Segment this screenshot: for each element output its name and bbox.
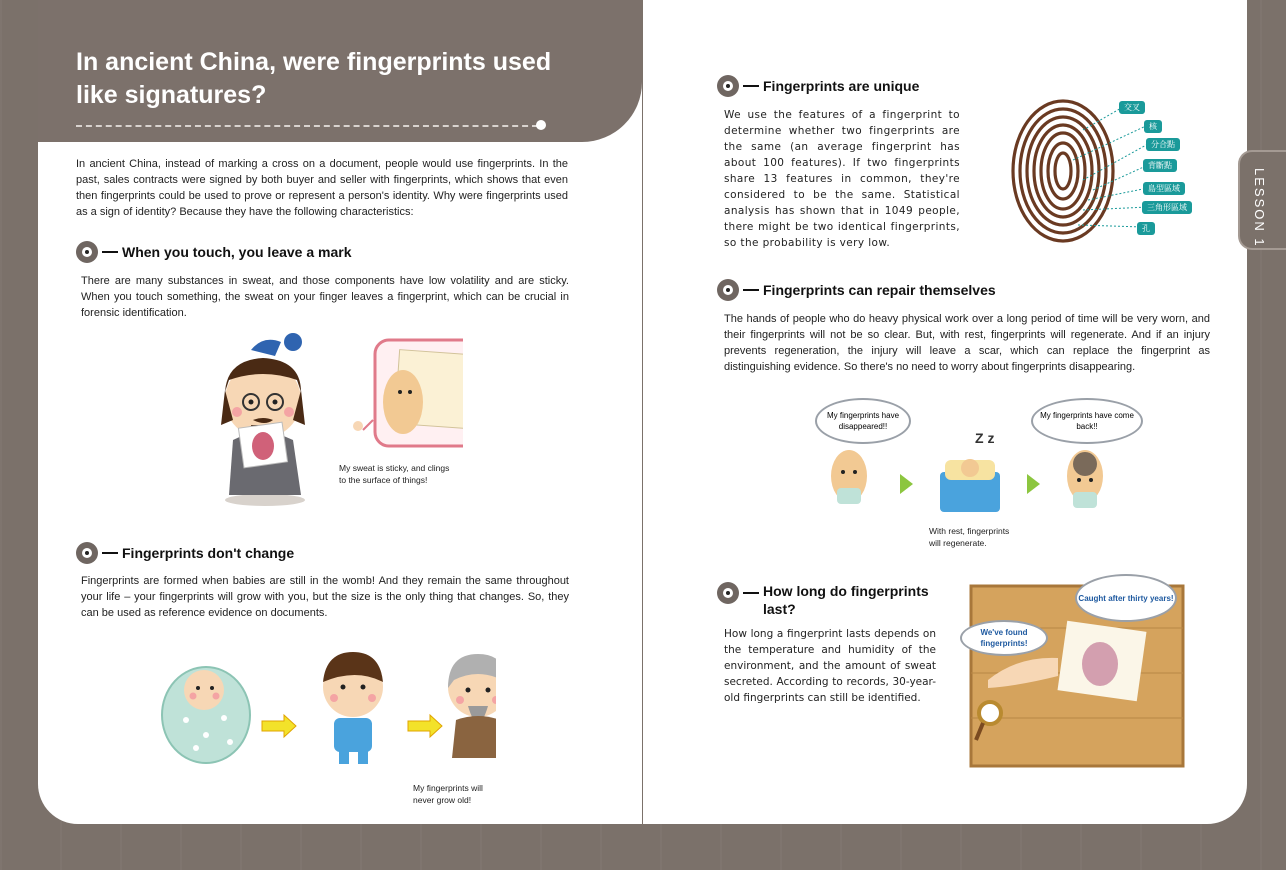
bullet-line xyxy=(743,592,759,594)
zzz-text: Z z xyxy=(975,430,995,446)
bullet-icon xyxy=(76,542,98,564)
section-heading-text: Fingerprints are unique xyxy=(763,78,920,94)
intro-paragraph: In ancient China, instead of marking a cross on a document, people would use fingerprints. In the past, sales contracts were signed by both buyer and seller with fingerprints, which shows that even then fingerprints could be used to prove or represent a person's identity. Why were fingerprints used as a sign of identity? Because they have the following characteristics: xyxy=(76,158,568,218)
bullet-icon xyxy=(76,241,98,263)
fingerprint-tag-pore: 孔 xyxy=(1137,222,1155,235)
bullet-line xyxy=(102,251,118,253)
speech-bubble-found: We've found fingerprints! xyxy=(960,620,1048,656)
repair-illustration xyxy=(823,436,1133,521)
speech-bubble-comeback: My fingerprints have come back!! xyxy=(1031,398,1143,444)
bullet-icon xyxy=(717,279,739,301)
section-heading-change xyxy=(76,542,294,564)
bullet-line xyxy=(743,289,759,291)
section-repair-paragraph: The hands of people who do heavy physical work over a long period of time will be very worn, and their fingerprints will not be so clear. But, with rest, fingerprints will regenerate. And if an injury prevents regeneration, the injury will leave a scar, which can replace the fingerprint as distinguishing evidence. So there's no need to worry about fingerprints disappearing. xyxy=(724,313,1210,373)
fingerprint-tag-delta: 三角形區域 xyxy=(1142,201,1192,214)
section-heading-last xyxy=(717,582,943,618)
fingerprint-tag-core: 核 xyxy=(1144,120,1162,133)
rest-caption: With rest, fingerprints will regenerate. xyxy=(929,526,1010,548)
speech-bubble-caught: Caught after thirty years! xyxy=(1075,574,1177,622)
section-heading-repair xyxy=(717,279,996,301)
speech-bubble-disappeared: My fingerprints have disappeared!! xyxy=(815,398,911,444)
page-title: In ancient China, were fingerprints used like signatures? xyxy=(76,48,552,109)
title-divider xyxy=(76,125,538,127)
fingerprint-tag-cross: 交叉 xyxy=(1119,101,1145,114)
fingerprint-tag-bifurcation: 分合點 xyxy=(1146,138,1180,151)
section-mark-paragraph: There are many substances in sweat, and those components have low volatility and are sticky. When you touch something, the sweat on your finger leaves a fingerprint, which can be crucial in forensic identification. xyxy=(81,275,569,319)
bullet-line xyxy=(102,552,118,554)
fingerprint-tag-ending: 背斷點 xyxy=(1143,159,1177,172)
section-heading-mark xyxy=(76,241,352,263)
never-grow-old-caption: My fingerprints will never grow old! xyxy=(413,783,483,805)
bullet-icon xyxy=(717,75,739,97)
section-heading-text: Fingerprints don't change xyxy=(122,545,295,561)
growth-illustration xyxy=(156,640,496,775)
section-heading-text: Fingerprints can repair themselves xyxy=(763,282,996,298)
section-heading-text: How long do fingerprints last? xyxy=(763,583,929,617)
left-page xyxy=(38,0,642,824)
section-heading-text: When you touch, you leave a mark xyxy=(122,244,352,260)
fingerprint-tag-island: 島型區域 xyxy=(1143,182,1185,195)
bullet-icon xyxy=(717,582,739,604)
section-unique-paragraph: We use the features of a fingerprint to determine whether two fingerprints are the same (an average fingerprint has about 100 features). If two fingerprints share 13 features in common, they're considered to be the same. Statistical analysis has shown that in 1049 people, there might be two identical fingerprints, so the probability is very low. xyxy=(724,109,960,249)
section-heading-unique xyxy=(717,75,919,97)
lesson-tab-label: LESSON 1 xyxy=(1252,168,1267,248)
title-band xyxy=(38,0,642,142)
section-change-paragraph: Fingerprints are formed when babies are still in the womb! And they remain the same throughout your life – your fingerprints will grow with you, but the size is the only thing that changes. So, they can be used as reference evidence on documents. xyxy=(81,575,569,619)
sticky-sweat-caption: My sweat is sticky, and clings to the surface of things! xyxy=(339,463,450,485)
section-last-paragraph: How long a fingerprint lasts depends on the temperature and humidity of the environment, and the amount of sweat secreted. According to records, 30-year-old fingerprints can still be identified. xyxy=(724,628,936,704)
right-page xyxy=(643,0,1247,824)
bullet-line xyxy=(743,85,759,87)
title-divider-dot xyxy=(536,120,546,130)
